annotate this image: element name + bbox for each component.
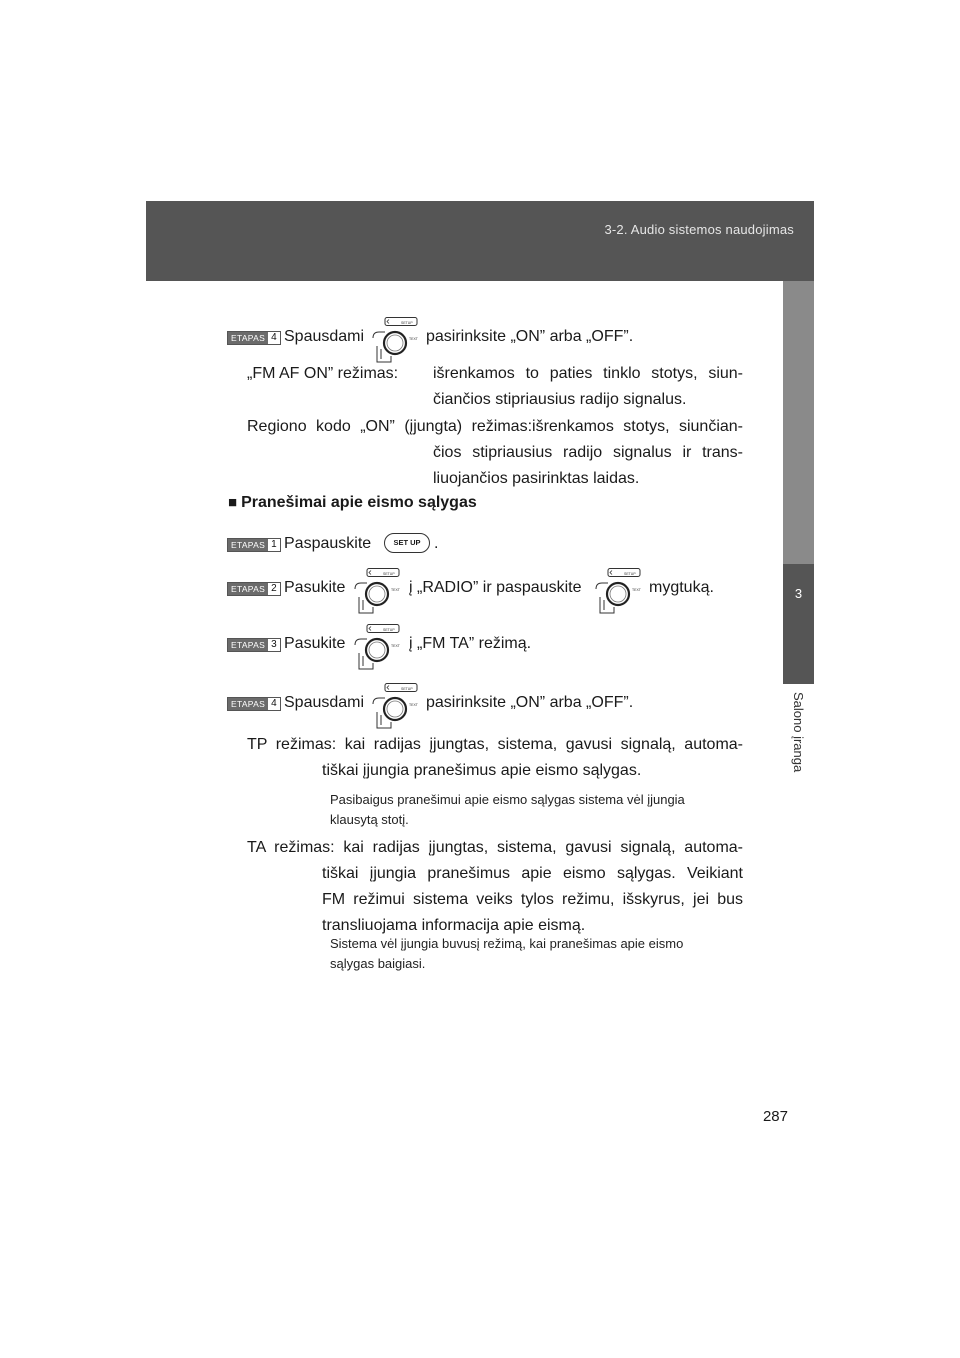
ta-desc-line: FM režimui sistema veiks tylos režimu, išskyrus, jei bus: [322, 891, 743, 908]
step-text: Spausdami: [284, 694, 365, 711]
step-text: į „FM TA” režimą.: [409, 635, 532, 652]
chapter-label: Salono įranga: [791, 692, 806, 773]
step-text: .: [434, 535, 439, 552]
step-row-s1-4: [227, 316, 787, 360]
step-text: pasirinksite „ON” arba „OFF”.: [426, 694, 634, 711]
step-badge: ETAPAS 1: [227, 538, 281, 552]
fm-af-desc-line: išrenkamos to paties tinklo stotys, siun-: [433, 365, 743, 382]
section-header: [146, 201, 814, 281]
step-row-s2-4: [227, 682, 787, 726]
step-text: Spausdami: [284, 328, 365, 345]
knob-top-label: SETUP: [401, 321, 413, 325]
knob-side-label: TEXT: [391, 588, 400, 592]
ta-desc-line: transliuojama informacija apie eismą.: [322, 917, 586, 934]
chapter-number: 3: [794, 586, 803, 601]
section-heading: [228, 494, 477, 512]
tp-note-line: klausytą stotį.: [330, 812, 409, 827]
region-desc-line: Regiono kodo „ON” (įjungta) režimas:išrenkamos stotys, siunčian-: [247, 418, 743, 435]
step-badge: ETAPAS 2: [227, 582, 281, 596]
step-row-s2-2: [227, 567, 787, 611]
side-tab-strip: [783, 281, 814, 564]
page-number: 287: [762, 1108, 788, 1125]
section-title: 3-2. Audio sistemos naudojimas: [604, 222, 794, 237]
tune-select-knob-icon: [371, 316, 423, 364]
step-badge: ETAPAS 3: [227, 638, 281, 652]
tp-note-line: Pasibaigus pranešimui apie eismo sąlygas sistema vėl įjungia: [330, 792, 685, 807]
knob-side-label: TEXT: [409, 703, 418, 707]
knob-side-label: TEXT: [409, 337, 418, 341]
ta-note-line: Sistema vėl įjungia buvusį režimą, kai pranešimas apie eismo: [330, 936, 684, 951]
tune-select-knob-icon: [353, 567, 405, 615]
step-text: Pasukite: [284, 635, 346, 652]
setup-button-icon: SET UP: [384, 533, 430, 553]
tune-select-knob-icon: [594, 567, 646, 615]
tune-select-knob-icon: [371, 682, 423, 730]
tp-desc-line: tiškai įjungia pranešimus apie eismo sąlygas.: [322, 762, 642, 779]
heading-text: Pranešimai apie eismo sąlygas: [241, 494, 477, 511]
step-text: į „RADIO” ir paspauskite: [409, 579, 582, 596]
region-desc-line: liuojančios pasirinktas laidas.: [433, 470, 640, 487]
knob-top-label: SETUP: [624, 572, 636, 576]
side-tab-active: [783, 564, 814, 684]
knob-top-label: SETUP: [401, 687, 413, 691]
knob-side-label: TEXT: [391, 644, 400, 648]
step-text: Paspauskite: [284, 535, 372, 552]
step-text: mygtuką.: [649, 579, 714, 596]
fm-af-term: „FM AF ON” režimas:: [247, 365, 399, 382]
knob-side-label: TEXT: [632, 588, 641, 592]
step-badge: ETAPAS 4: [227, 331, 281, 345]
step-row-s2-1: [227, 523, 787, 567]
step-badge: ETAPAS 4: [227, 697, 281, 711]
ta-note-line: sąlygas baigiasi.: [330, 956, 426, 971]
step-text: pasirinksite „ON” arba „OFF”.: [426, 328, 634, 345]
tune-select-knob-icon: [353, 623, 405, 671]
knob-top-label: SETUP: [383, 572, 395, 576]
ta-desc-line: tiškai įjungia pranešimus apie eismo sąlygas. Veikiant: [322, 865, 743, 882]
tp-desc-line: TP režimas: kai radijas įjungtas, sistema, gavusi signalą, automa-: [247, 736, 743, 753]
knob-top-label: SETUP: [383, 628, 395, 632]
region-desc-line: čios stipriausius radijo signalus ir trans-: [433, 444, 743, 461]
heading-marker: ■: [228, 494, 238, 511]
fm-af-desc-line: čiančios stipriausius radijo signalus.: [433, 391, 687, 408]
ta-desc-line: TA režimas: kai radijas įjungtas, sistema, gavusi signalą, automa-: [247, 839, 743, 856]
step-text: Pasukite: [284, 579, 346, 596]
step-row-s2-3: [227, 623, 787, 667]
